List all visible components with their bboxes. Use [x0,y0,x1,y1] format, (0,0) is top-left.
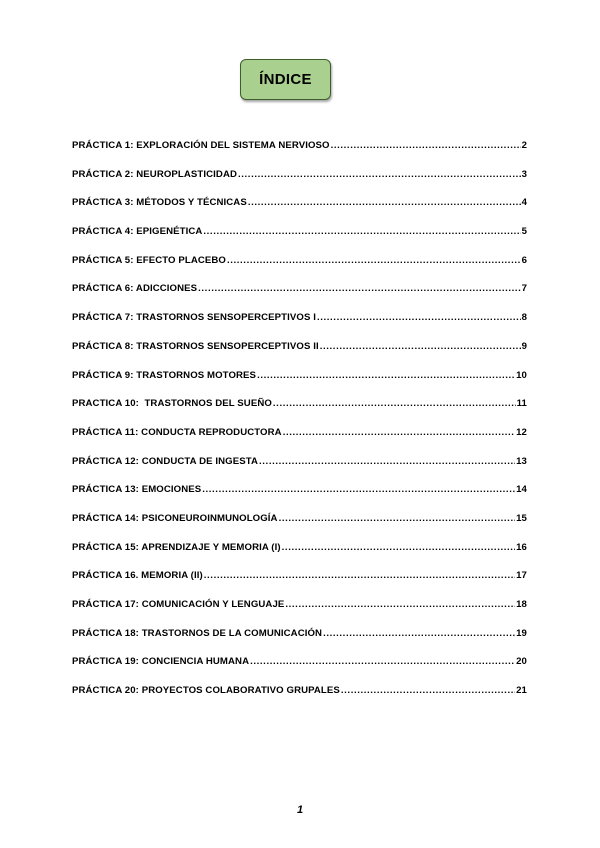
toc-entry-page: 14 [516,484,527,496]
toc-entry-label: PRÁCTICA 18: TRASTORNOS DE LA COMUNICACIÓN [72,627,323,639]
toc-dot-leader [238,169,521,180]
toc-entry-page: 8 [521,312,527,324]
index-title-box [240,59,331,100]
toc-entry-page: 6 [521,254,527,266]
toc-entry[interactable] [72,513,527,542]
toc-entry[interactable] [72,484,527,513]
toc-entry[interactable] [72,570,527,599]
toc-dot-leader [320,341,521,352]
toc-entry[interactable] [72,341,527,370]
toc-dot-leader [248,197,521,208]
toc-dot-leader [279,513,516,524]
toc-entry[interactable] [72,312,527,341]
toc-entry-label: PRÁCTICA 15: APRENDIZAJE Y MEMORIA (I) [72,541,281,553]
toc-entry-page: 2 [521,140,527,151]
page-number: 1 [296,804,304,816]
toc-entry-page: 13 [516,455,527,467]
toc-entry-page: 7 [521,283,527,295]
toc-dot-leader [282,542,515,553]
toc-dot-leader [198,283,520,294]
toc-entry-page: 5 [521,226,527,238]
toc-dot-leader [203,226,520,237]
toc-dot-leader [285,599,515,610]
toc-entry-label: PRÁCTICA 16. MEMORIA (II) [72,570,203,582]
toc-entry-page: 15 [516,512,527,524]
table-of-contents [72,140,527,714]
toc-entry-label: PRÁCTICA 5: EFECTO PLACEBO [72,254,226,266]
toc-dot-leader [227,255,521,266]
toc-entry-label: PRÁCTICA 1: EXPLORACIÓN DEL SISTEMA NERVIOSO [72,140,330,151]
toc-entry-page: 4 [521,197,527,209]
toc-dot-leader [257,370,515,381]
toc-entry[interactable] [72,169,527,198]
toc-entry-label: PRÁCTICA 19: CONCIENCIA HUMANA [72,656,250,668]
toc-entry-label: PRÁCTICA 7: TRASTORNOS SENSOPERCEPTIVOS I [72,312,316,324]
toc-entry[interactable] [72,398,527,427]
toc-dot-leader [341,685,515,696]
index-title: ÍNDICE [259,71,312,88]
toc-dot-leader [259,456,515,467]
toc-dot-leader [283,427,515,438]
toc-entry[interactable] [72,197,527,226]
toc-dot-leader [331,140,521,151]
toc-entry[interactable] [72,628,527,657]
toc-dot-leader [250,656,515,667]
toc-entry-page: 9 [521,340,527,352]
toc-entry-page: 12 [516,426,527,438]
toc-entry-label: PRÁCTICA 2: NEUROPLASTICIDAD [72,168,238,180]
toc-entry[interactable] [72,226,527,255]
toc-entry[interactable] [72,542,527,571]
toc-entry[interactable] [72,685,527,714]
toc-entry-page: 16 [516,541,527,553]
toc-entry-label: PRÁCTICA 17: COMUNICACIÓN Y LENGUAJE [72,599,285,610]
toc-entry-label: PRÁCTICA 20: PROYECTOS COLABORATIVO GRUPALES [72,685,340,697]
toc-entry-page: 20 [516,656,527,668]
toc-dot-leader [323,628,515,639]
toc-entry-label: PRÁCTICA 3: MÉTODOS Y TÉCNICAS [72,197,247,209]
toc-entry-label: PRÁCTICA 8: TRASTORNOS SENSOPERCEPTIVOS II [72,340,319,352]
toc-entry[interactable] [72,599,527,628]
toc-dot-leader [273,398,516,409]
toc-entry-page: 19 [516,627,527,639]
toc-entry-page: 3 [521,168,527,180]
toc-entry-page: 10 [516,369,527,381]
toc-entry-page: 18 [516,599,527,610]
toc-entry-page: 11 [516,398,527,410]
toc-entry-page: 21 [516,685,527,697]
toc-entry[interactable] [72,255,527,284]
toc-entry[interactable] [72,283,527,312]
toc-entry[interactable] [72,427,527,456]
toc-entry[interactable] [72,456,527,485]
toc-entry-label: PRACTICA 10: TRASTORNOS DEL SUEÑO [72,398,272,410]
toc-entry-label: PRÁCTICA 9: TRASTORNOS MOTORES [72,369,257,381]
toc-entry[interactable] [72,370,527,399]
toc-dot-leader [317,312,521,323]
toc-dot-leader [202,484,515,495]
toc-entry-label: PRÁCTICA 11: CONDUCTA REPRODUCTORA [72,426,282,438]
toc-entry-label: PRÁCTICA 6: ADICCIONES [72,283,198,295]
toc-dot-leader [204,570,515,581]
toc-entry-label: PRÁCTICA 4: EPIGENÉTICA [72,226,203,238]
toc-entry-label: PRÁCTICA 14: PSICONEUROINMUNOLOGÍA [72,512,278,524]
toc-entry[interactable] [72,140,527,169]
toc-entry-label: PRÁCTICA 13: EMOCIONES [72,484,202,496]
toc-entry-page: 17 [516,570,527,582]
toc-entry-label: PRÁCTICA 12: CONDUCTA DE INGESTA [72,455,259,467]
toc-entry[interactable] [72,656,527,685]
